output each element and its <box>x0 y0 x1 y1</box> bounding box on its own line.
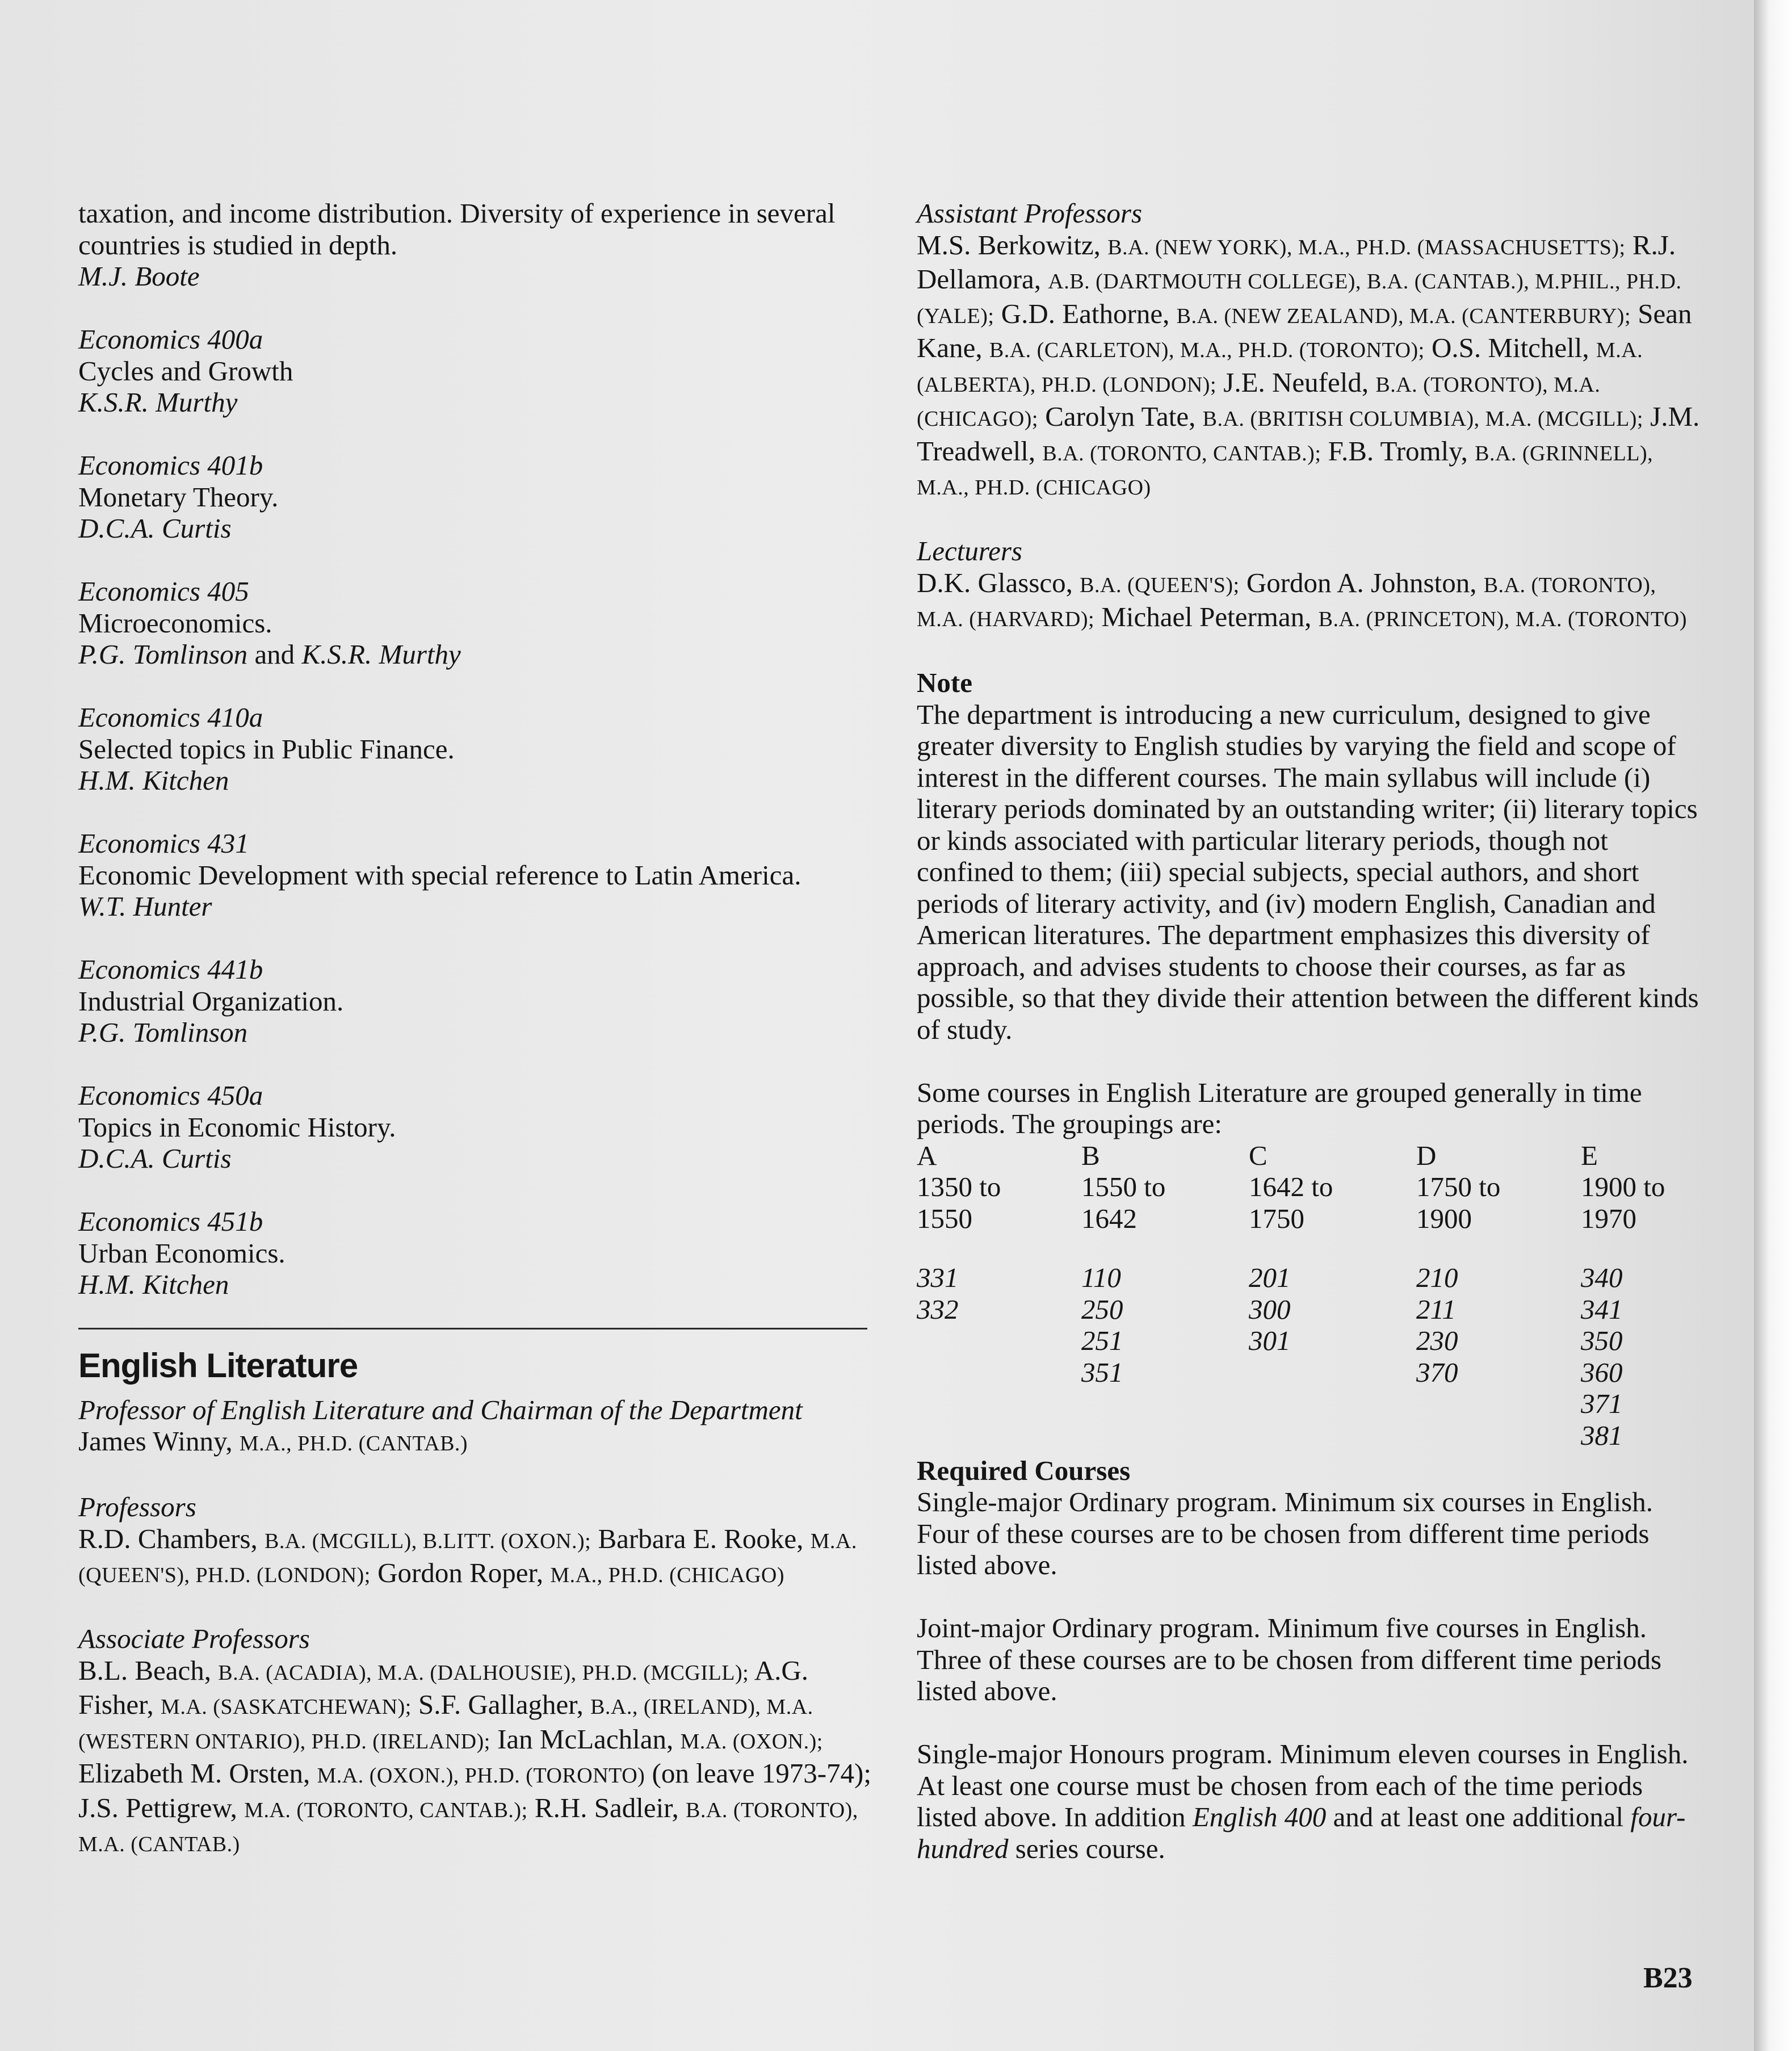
page-edge <box>1754 0 1792 2051</box>
groupings-table <box>917 1140 1700 1455</box>
instructor-name: H.M. Kitchen <box>78 1269 229 1300</box>
person-name: S.F. Gallagher, <box>418 1689 584 1720</box>
course-instructor <box>78 765 873 796</box>
required-honours <box>917 1738 1700 1864</box>
section-rule <box>78 1328 867 1329</box>
grouping-column <box>1416 1140 1575 1389</box>
section-title: English Literature <box>78 1346 358 1385</box>
person-name: J.E. Neufeld, <box>1223 366 1369 398</box>
honours-text <box>917 1738 1700 1864</box>
course-code: Economics 400a <box>78 324 263 355</box>
grouping-course: 210 <box>1416 1262 1458 1293</box>
page-number: B23 <box>1643 1962 1693 1994</box>
associates-list <box>78 1655 873 1861</box>
course-title: Cycles and Growth <box>78 355 293 387</box>
left-column <box>78 198 873 1861</box>
grouping-course: 110 <box>1081 1262 1121 1293</box>
person-degrees: M.A. (QUEEN'S), PH.D. (LONDON); <box>78 1529 857 1587</box>
grouping-from: 1550 to <box>1081 1171 1166 1202</box>
chair-degrees: M.A., PH.D. (CANTAB.) <box>239 1432 468 1456</box>
groupings-intro: Some courses in English Literature are grouped generally in time periods. The groupings are: <box>917 1076 1642 1139</box>
person-degrees: B.A. (TORONTO), M.A. (HARVARD); <box>917 573 1656 631</box>
right-column <box>917 198 1700 1864</box>
person-name: F.B. Tromly, <box>1328 435 1468 467</box>
course-entry <box>78 450 873 544</box>
person-name: Ian McLachlan, <box>497 1723 674 1755</box>
course-code: Economics 451b <box>78 1206 263 1237</box>
grouping-course: 230 <box>1416 1325 1458 1356</box>
course-instructor <box>78 1017 873 1048</box>
person-name: Michael Peterman, <box>1101 601 1312 632</box>
required-ordinary <box>917 1486 1700 1581</box>
person-degrees: B.A. (ACADIA), M.A. (DALHOUSIE), PH.D. (MCGILL); <box>218 1660 749 1685</box>
grouping-column <box>917 1140 1076 1326</box>
course-instructor <box>78 1269 873 1301</box>
course-instructor <box>78 891 873 922</box>
person-name: O.S. Mitchell, <box>1432 332 1589 363</box>
course-code: Economics 450a <box>78 1080 263 1111</box>
course-code: Economics 410a <box>78 702 263 733</box>
instructor-name: K.S.R. Murthy <box>301 639 461 670</box>
person-degrees: M.A., PH.D. (CHICAGO) <box>550 1563 785 1587</box>
required-text: Joint-major Ordinary program. Minimum five courses in English. Three of these courses are to be chosen from different time periods listed above. <box>917 1612 1662 1706</box>
person-degrees: B.A. (TORONTO), M.A. (CANTAB.) <box>78 1798 858 1856</box>
course-title: Monetary Theory. <box>78 481 279 513</box>
grouping-course: 251 <box>1081 1325 1123 1356</box>
person-degrees: B.A. (NEW YORK), M.A., PH.D. (MASSACHUSETTS); <box>1107 235 1626 259</box>
chair <box>78 1425 873 1460</box>
grouping-course: 381 <box>1581 1419 1623 1451</box>
person-degrees: B.A. (GRINNELL), M.A., PH.D. (CHICAGO) <box>917 441 1653 500</box>
person-degrees: B.A. (MCGILL), B.LITT. (OXON.); <box>265 1529 591 1553</box>
grouping-from: 1350 to <box>917 1171 1001 1202</box>
person-name: Elizabeth M. Orsten, <box>78 1758 310 1789</box>
honours-series: four-hundred <box>917 1801 1686 1864</box>
chair-name: James Winny, <box>78 1425 233 1457</box>
leave-note: (on leave 1973-74); <box>652 1758 871 1789</box>
person-degrees: M.A. (OXON.), PH.D. (TORONTO) <box>317 1764 645 1788</box>
course-instructor <box>78 513 873 544</box>
grouping-to: 1970 <box>1581 1202 1636 1234</box>
grouping-from: 1750 to <box>1416 1171 1501 1202</box>
grouping-from: 1900 to <box>1581 1171 1665 1202</box>
person-name: B.L. Beach, <box>78 1654 212 1686</box>
lecturers-list <box>917 567 1700 636</box>
assistants-block <box>917 198 1700 504</box>
course-entry <box>78 828 873 922</box>
grouping-course: 351 <box>1081 1356 1123 1388</box>
person-name: M.S. Berkowitz, <box>917 229 1101 261</box>
grouping-letter: A <box>917 1139 937 1171</box>
grouping-course: 331 <box>917 1262 959 1293</box>
person-name: A.G. Fisher, <box>78 1654 808 1720</box>
person-name: J.M. Treadwell, <box>917 401 1700 467</box>
grouping-course: 371 <box>1581 1388 1623 1419</box>
assistants-list <box>917 229 1700 504</box>
instructor-name: K.S.R. Murthy <box>78 387 238 418</box>
grouping-letter: E <box>1581 1139 1598 1171</box>
person-degrees: B.A. (TORONTO), M.A. (CHICAGO); <box>917 372 1601 431</box>
course-title: Industrial Organization. <box>78 985 344 1017</box>
intro-block <box>78 198 873 292</box>
person-name: Barbara E. Rooke, <box>598 1522 804 1554</box>
person-name: Carolyn Tate, <box>1045 401 1196 432</box>
person-name: Gordon A. Johnston, <box>1246 567 1477 598</box>
course-list <box>78 324 873 1301</box>
grouping-to: 1750 <box>1249 1202 1304 1234</box>
intro-instructor: M.J. Boote <box>78 261 200 292</box>
person-degrees: B.A., (IRELAND), M.A. (WESTERN ONTARIO), PH.D. (IRELAND); <box>78 1695 813 1754</box>
person-degrees: B.A. (NEW ZEALAND), M.A. (CANTERBURY); <box>1176 304 1631 328</box>
person-degrees: B.A. (PRINCETON), M.A. (TORONTO) <box>1318 607 1688 631</box>
person-name: D.K. Glassco, <box>917 567 1073 598</box>
person-degrees: M.A. (ALBERTA), PH.D. (LONDON); <box>917 338 1643 397</box>
honours-text-1: Single-major Honours program. Minimum eleven courses in English. At least one course must be chosen from each of the time periods listed above. In addition <box>917 1738 1689 1832</box>
course-instructor <box>78 387 873 418</box>
person-degrees: M.A. (TORONTO, CANTAB.); <box>244 1798 528 1822</box>
grouping-course: 340 <box>1581 1262 1623 1293</box>
course-entry <box>78 324 873 418</box>
course-code: Economics 431 <box>78 828 249 859</box>
honours-text-3: series course. <box>1015 1832 1165 1864</box>
lecturers-label: Lecturers <box>917 535 1022 567</box>
professors-list <box>78 1523 873 1592</box>
chair-role: Professor of English Literature and Chairman of the Department <box>78 1394 803 1425</box>
grouping-course: 211 <box>1416 1293 1456 1325</box>
intro-text: taxation, and income distribution. Diversity of experience in several countries is studied in depth. <box>78 198 836 261</box>
grouping-gap <box>1581 1234 1740 1262</box>
course-title: Selected topics in Public Finance. <box>78 733 455 765</box>
grouping-course: 301 <box>1249 1325 1291 1356</box>
required-joint <box>917 1612 1700 1707</box>
lecturers-block <box>917 535 1700 636</box>
grouping-to: 1642 <box>1081 1202 1137 1234</box>
course-title: Urban Economics. <box>78 1237 286 1269</box>
grouping-course: 360 <box>1581 1356 1623 1388</box>
associates-label: Associate Professors <box>78 1623 310 1654</box>
grouping-gap <box>1249 1234 1408 1262</box>
course-entry <box>78 576 873 670</box>
required-heading: Required Courses <box>917 1454 1131 1486</box>
person-name: R.D. Chambers, <box>78 1522 258 1554</box>
course-title: Topics in Economic History. <box>78 1111 396 1143</box>
honours-course: English 400 <box>1192 1801 1327 1832</box>
instructor-name: H.M. Kitchen <box>78 765 229 796</box>
person-name: Gordon Roper, <box>377 1557 544 1588</box>
instructor-conjunction: and <box>254 639 295 670</box>
person-name: Sean Kane, <box>917 297 1692 363</box>
course-title: Economic Development with special reference to Latin America. <box>78 859 801 891</box>
course-entry <box>78 702 873 796</box>
person-degrees: A.B. (DARTMOUTH COLLEGE), B.A. (CANTAB.), M.PHIL., PH.D. (YALE); <box>917 270 1682 328</box>
person-degrees: B.A. (CARLETON), M.A., PH.D. (TORONTO); <box>989 338 1425 362</box>
chair-block <box>78 1394 873 1460</box>
person-degrees: B.A. (TORONTO, CANTAB.); <box>1042 441 1321 465</box>
grouping-course: 341 <box>1581 1293 1623 1325</box>
person-name: R.J. Dellamora, <box>917 229 1676 295</box>
grouping-column <box>1581 1140 1740 1452</box>
grouping-letter: C <box>1249 1139 1268 1171</box>
grouping-letter: B <box>1081 1139 1100 1171</box>
grouping-course: 350 <box>1581 1325 1623 1356</box>
course-instructor <box>78 1143 873 1175</box>
person-degrees: B.A. (BRITISH COLUMBIA), M.A. (MCGILL); <box>1202 407 1643 431</box>
person-degrees: M.A. (OXON.); <box>680 1729 823 1754</box>
grouping-gap <box>1416 1234 1575 1262</box>
person-degrees: B.A. (QUEEN'S); <box>1080 573 1240 597</box>
course-instructor <box>78 639 873 670</box>
instructor-name: P.G. Tomlinson <box>78 1017 248 1048</box>
professors-block <box>78 1491 873 1592</box>
person-name: J.S. Pettigrew, <box>78 1792 237 1823</box>
grouping-course: 332 <box>917 1293 959 1325</box>
grouping-column <box>1249 1140 1408 1357</box>
instructor-name: D.C.A. Curtis <box>78 1143 232 1174</box>
course-code: Economics 441b <box>78 954 263 985</box>
grouping-from: 1642 to <box>1249 1171 1333 1202</box>
professors-label: Professors <box>78 1491 196 1522</box>
person-degrees: M.A. (SASKATCHEWAN); <box>161 1695 412 1719</box>
course-code: Economics 405 <box>78 576 249 607</box>
associates-block <box>78 1623 873 1861</box>
assistants-label: Assistant Professors <box>917 198 1143 229</box>
instructor-name: D.C.A. Curtis <box>78 513 232 544</box>
required-text: Single-major Ordinary program. Minimum six courses in English. Four of these courses are to be chosen from different time periods listed above. <box>917 1486 1653 1580</box>
grouping-column <box>1081 1140 1240 1389</box>
instructor-name: W.T. Hunter <box>78 891 212 922</box>
course-code: Economics 401b <box>78 450 263 481</box>
instructor-name: P.G. Tomlinson <box>78 639 248 670</box>
grouping-letter: D <box>1416 1139 1437 1171</box>
note-text: The department is introducing a new curriculum, designed to give greater diversity to English studies by varying the field and scope of interest in the different courses. The main syllabus will include (i) literary periods dominated by an outstanding writer; (ii) literary topics or kinds associated with particular literary periods, though not confined to them; (iii) special subjects, special authors, and short periods of literary activity, and (iv) modern English, Canadian and American literatures. The department emphasizes this diversity of approach, and advises students to choose their courses, as far as possible, so that they divide their attention between the different kinds of study. <box>917 698 1699 1045</box>
course-entry <box>78 1206 873 1301</box>
grouping-gap <box>917 1234 1076 1262</box>
grouping-to: 1550 <box>917 1202 972 1234</box>
grouping-to: 1900 <box>1416 1202 1472 1234</box>
grouping-course: 250 <box>1081 1293 1123 1325</box>
person-name: R.H. Sadleir, <box>534 1792 679 1823</box>
honours-text-2: and at least one additional <box>1333 1801 1624 1832</box>
grouping-gap <box>1081 1234 1240 1262</box>
note-heading: Note <box>917 667 972 698</box>
course-entry <box>78 954 873 1048</box>
grouping-course: 300 <box>1249 1293 1291 1325</box>
person-name: G.D. Eathorne, <box>1001 297 1170 329</box>
course-title: Microeconomics. <box>78 607 272 639</box>
note-block <box>917 667 1700 1045</box>
grouping-course: 370 <box>1416 1356 1458 1388</box>
grouping-course: 201 <box>1249 1262 1291 1293</box>
course-entry <box>78 1080 873 1175</box>
